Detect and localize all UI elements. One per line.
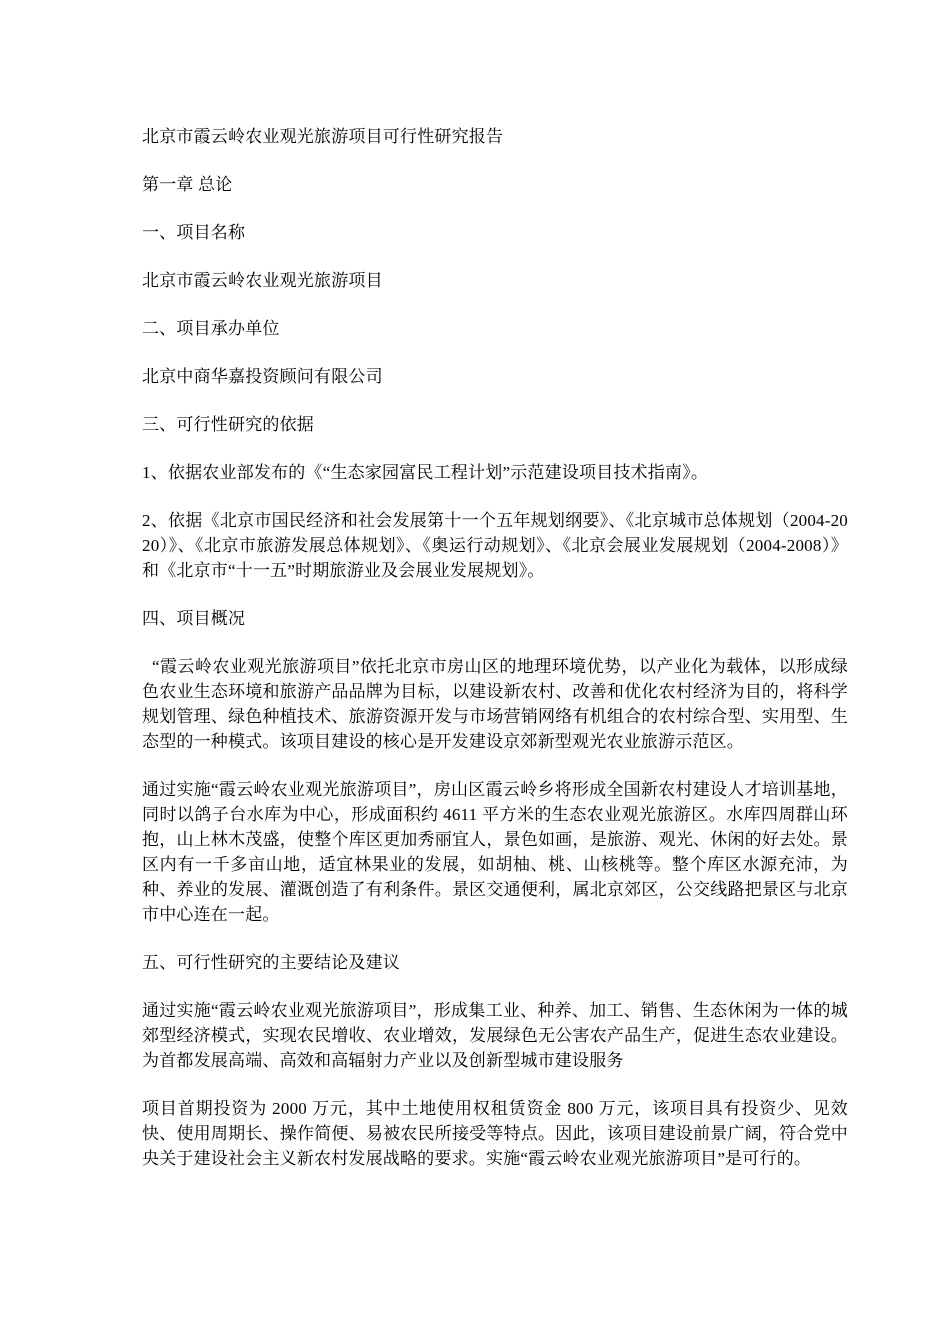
paragraph: 1、依据农业部发布的《“生态家园富民工程计划”示范建设项目技术指南》。: [142, 463, 709, 482]
document-body: [142, 124, 848, 1171]
paragraph: 2、依据《北京市国民经济和社会发展第十一个五年规划纲要》、《北京城市总体规划（2004-2020）》、《北京市旅游发展总体规划》、《奥运行动规划》、《北京会展业发展规划（2004-2008）》和《北京市“十一五”时期旅游业及会展业发展规划》。: [142, 511, 848, 580]
paragraph: 北京市霞云岭农业观光旅游项目: [142, 271, 383, 290]
paragraph: 通过实施“霞云岭农业观光旅游项目”，房山区霞云岭乡将形成全国新农村建设人才培训基地，同时以鸽子台水库为中心，形成面积约 4611 平方米的生态农业观光旅游区。水库四周群山环抱，山上林木茂盛，使整个库区更加秀丽宜人，景色如画，是旅游、观光、休闲的好去处。景区内有一千多亩山地，适宜林果业的发展，如胡柚、桃、山核桃等。整个库区水源充沛，为种、养业的发展、灌溉创造了有利条件。景区交通便利，属北京郊区，公交线路把景区与北京市中心连在一起。: [142, 780, 848, 924]
section-heading: 四、项目概况: [142, 609, 246, 628]
paragraph: “霞云岭农业观光旅游项目”依托北京市房山区的地理环境优势，以产业化为载体，以形成绿色农业生态环境和旅游产品品牌为目标，以建设新农村、改善和优化农村经济为目的，将科学规划管理、绿色种植技术、旅游资源开发与市场营销网络有机组合的农村综合型、实用型、生态型的一种模式。该项目建设的核心是开发建设京郊新型观光农业旅游示范区。: [142, 657, 848, 751]
document-title: 北京市霞云岭农业观光旅游项目可行性研究报告: [142, 127, 504, 146]
paragraph: 北京中商华嘉投资顾问有限公司: [142, 367, 383, 386]
section-heading: 一、项目名称: [142, 223, 246, 242]
paragraph: 通过实施“霞云岭农业观光旅游项目”，形成集工业、种养、加工、销售、生态休闲为一体的城郊型经济模式，实现农民增收、农业增效，发展绿色无公害农产品生产，促进生态农业建设。为首都发展高端、高效和高辐射力产业以及创新型城市建设服务: [142, 1001, 848, 1070]
section-heading: 第一章 总论: [142, 175, 233, 194]
section-heading: 三、可行性研究的依据: [142, 415, 314, 434]
section-heading: 二、项目承办单位: [142, 319, 280, 338]
paragraph: 项目首期投资为 2000 万元，其中土地使用权租赁资金 800 万元，该项目具有投资少、见效快、使用周期长、操作简便、易被农民所接受等特点。因此，该项目建设前景广阔，符合党中央关于建设社会主义新农村发展战略的要求。实施“霞云岭农业观光旅游项目”是可行的。: [142, 1099, 848, 1168]
section-heading: 五、可行性研究的主要结论及建议: [142, 953, 400, 972]
